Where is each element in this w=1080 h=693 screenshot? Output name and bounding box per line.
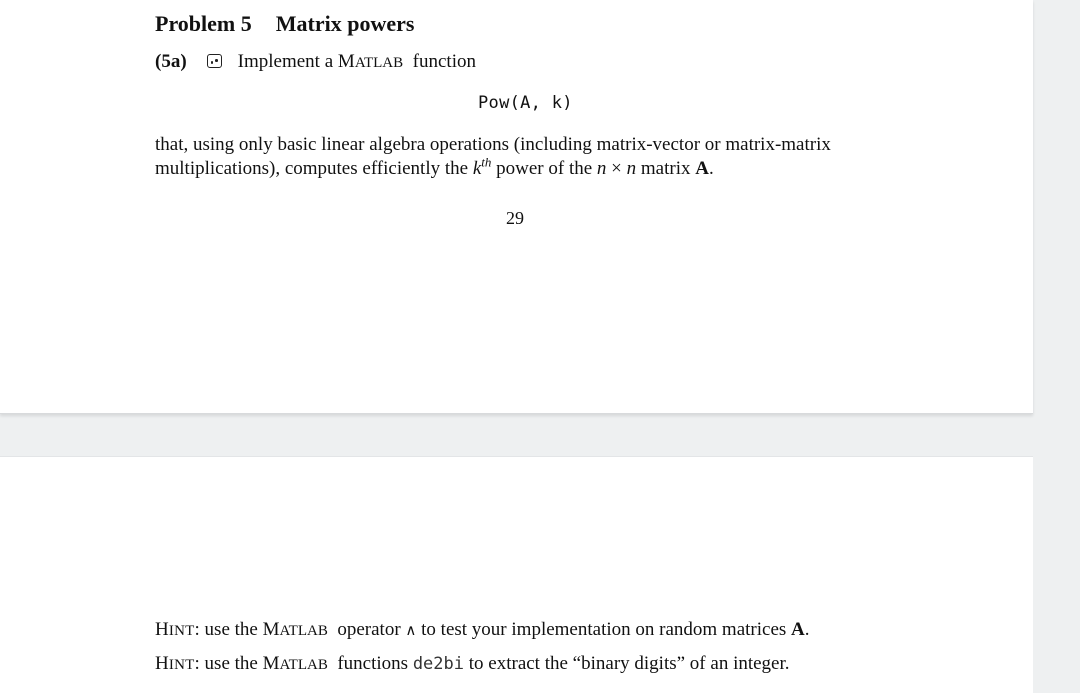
paragraph-line-1: that, using only basic linear algebra operations (including matrix-vector or matrix-matrix — [155, 134, 831, 155]
matrix-A: A — [791, 619, 805, 640]
coding-task-icon — [207, 54, 222, 68]
subproblem-label: (5a) — [155, 51, 187, 72]
problem-number: Problem 5 — [155, 11, 252, 36]
hint-line: HINT: use the MATLAB functions de2bi to extract the “binary digits” of an integer. — [155, 653, 790, 674]
problem-heading — [155, 11, 414, 37]
matlab-word: MATLAB — [262, 619, 328, 640]
hint-line: HINT: use the MATLAB operator ∧ to test your implementation on random matrices A. — [155, 619, 810, 640]
problem-description — [155, 133, 895, 181]
paragraph-line-2: multiplications), computes efficiently the — [155, 158, 469, 179]
math-n: n — [596, 158, 607, 179]
hint-label: HINT — [155, 619, 195, 640]
hint-label: HINT — [155, 653, 195, 674]
hint-text: functions — [337, 653, 409, 674]
page-number: 29 — [506, 208, 524, 228]
matrix-A: A — [695, 158, 709, 179]
paragraph-text: matrix — [640, 158, 691, 179]
subproblem-text-after: function — [412, 51, 476, 72]
subproblem-line — [155, 51, 476, 73]
paragraph-text: power of the — [496, 158, 593, 179]
hint-text: to test your implementation on random matrices — [421, 619, 787, 640]
subproblem-text-before: Implement a — [237, 51, 334, 72]
math-times: × — [611, 158, 622, 179]
hint-text: use the — [204, 619, 258, 640]
paragraph-period: . — [708, 158, 714, 179]
hint-text: to extract the “binary digits” of an integer. — [468, 653, 790, 674]
matlab-word: MATLAB — [262, 653, 328, 674]
math-n: n — [626, 158, 637, 179]
math-th: th — [481, 154, 492, 170]
matlab-word: MATLAB — [337, 51, 404, 72]
code-de2bi: de2bi — [412, 654, 464, 674]
viewer-background — [1033, 0, 1080, 693]
math-k: k — [472, 158, 482, 179]
function-signature: Pow(A, k) — [478, 93, 573, 113]
hint-text: operator — [337, 619, 401, 640]
power-operator-symbol: ∧ — [405, 621, 417, 639]
hint-text: use the — [204, 653, 258, 674]
problem-title: Matrix powers — [275, 11, 415, 36]
